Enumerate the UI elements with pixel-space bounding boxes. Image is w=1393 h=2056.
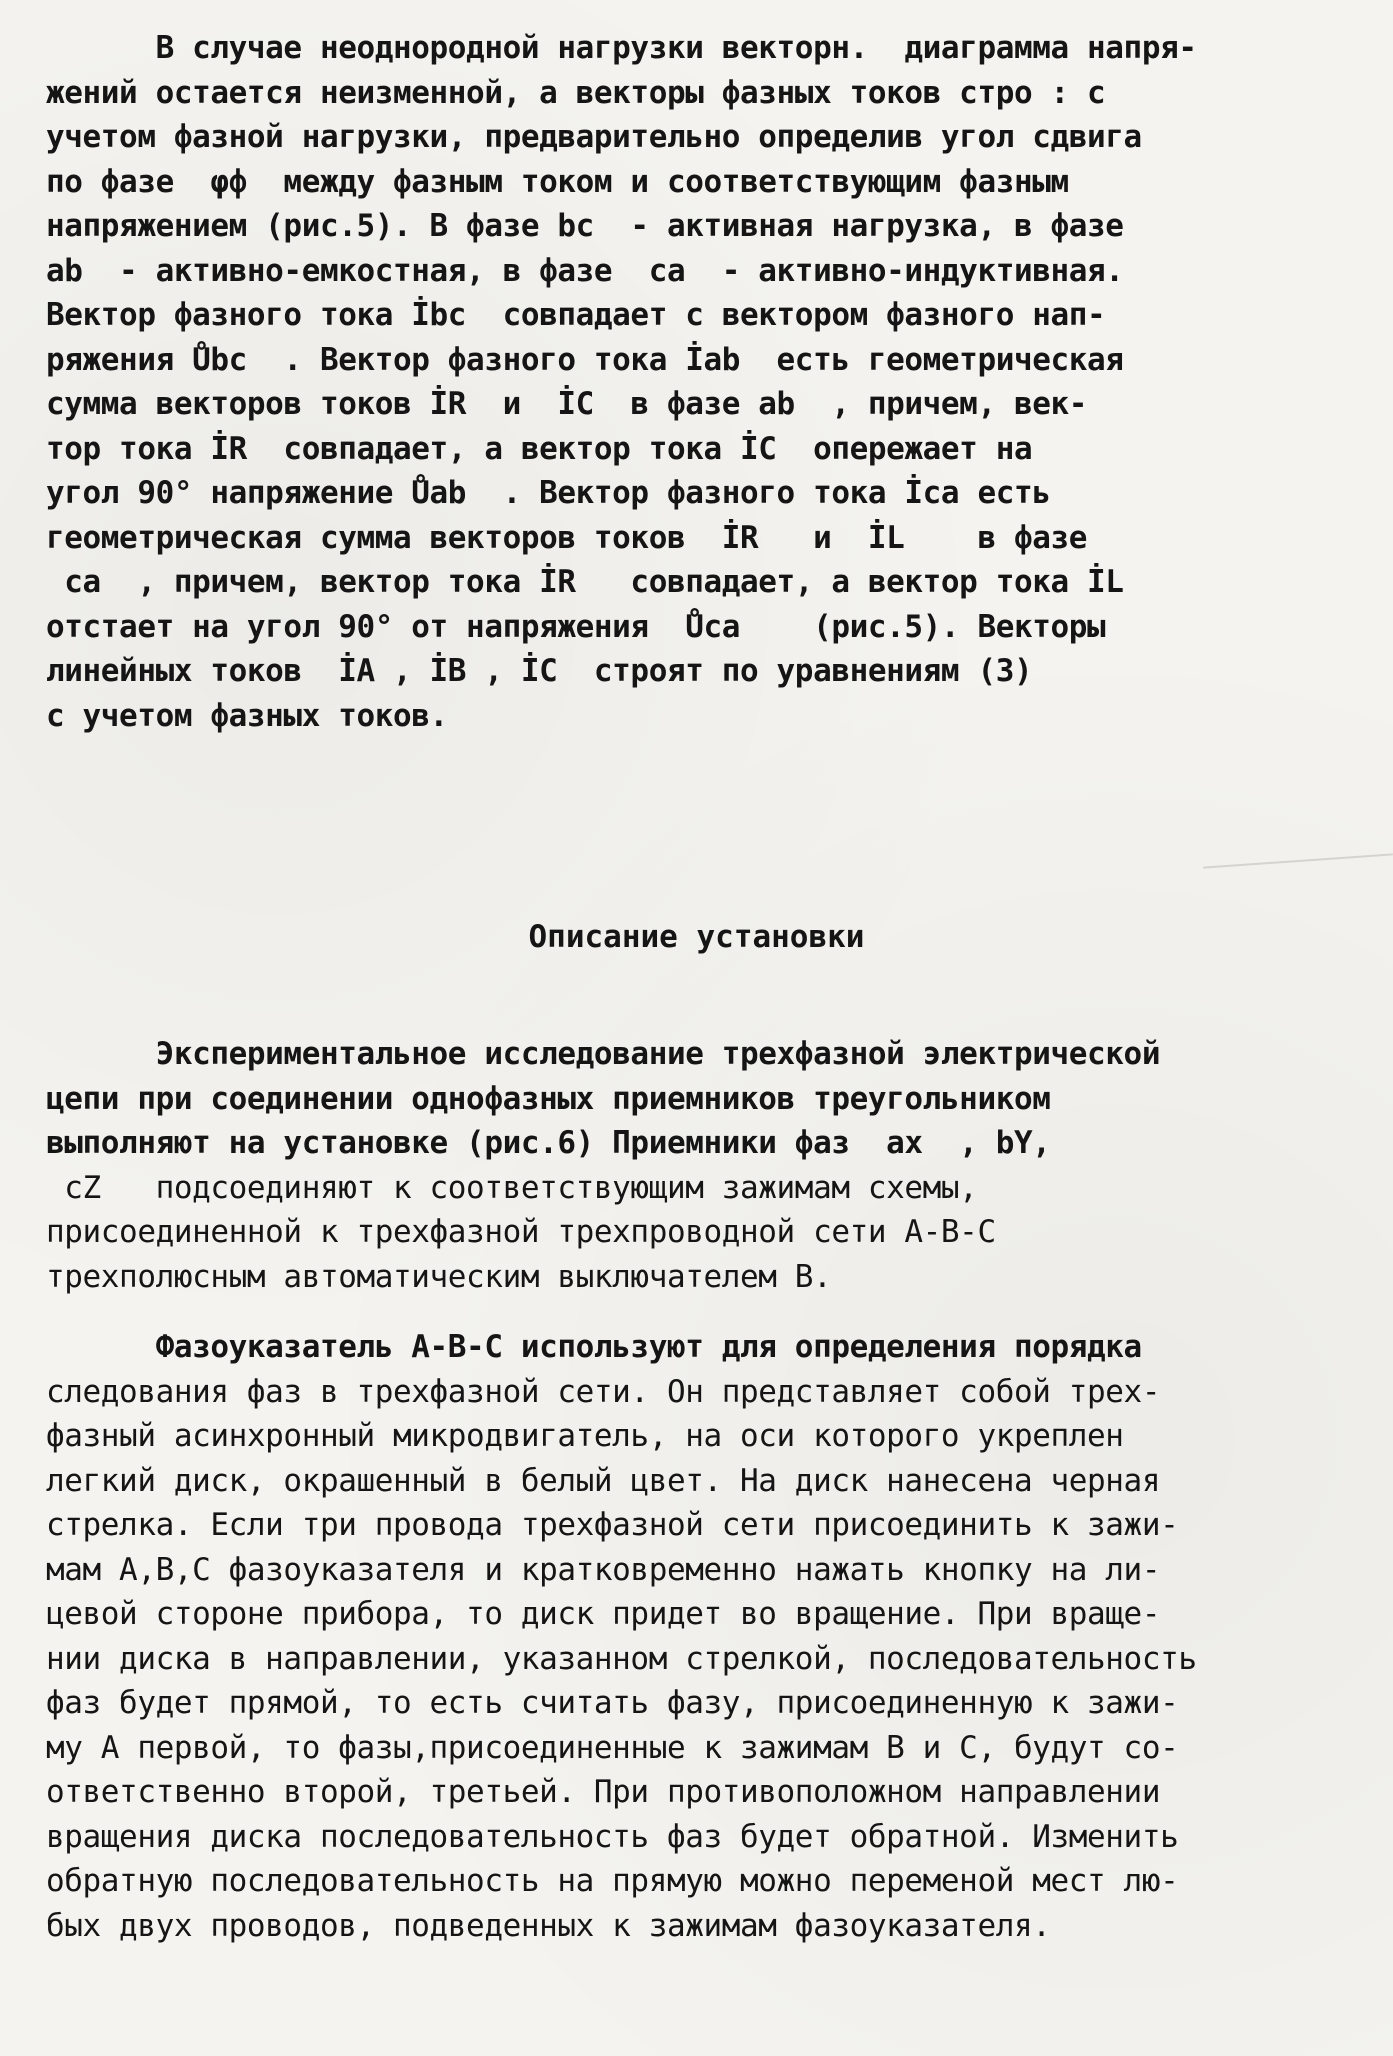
text-line: трехполюсным автоматическим выключателем B.: [46, 1258, 832, 1295]
pencil-mark: [1203, 853, 1393, 868]
text-line: фаз будет прямой, то есть считать фазу, присоединенную к зажи-: [46, 1685, 1179, 1721]
text-line: напряжением (рис.5). В фазе bc - активная нагрузка, в фазе: [46, 208, 1124, 244]
section-heading: Описание установки: [528, 919, 865, 955]
text-line: му А первой, то фазы,присоединенные к зажимам В и С, будут со-: [46, 1729, 1179, 1766]
text-line: ca , причем, вектор тока İR совпадает, а вектор тока İL: [46, 564, 1124, 600]
text-line: жений остается неизменной, а векторы фазных токов стро : с: [46, 74, 1106, 111]
text-line: В случае неоднородной нагрузки векторн. диаграмма напря-: [46, 30, 1197, 66]
paragraph-2: [46, 1032, 1366, 1299]
text-line: Экспериментальное исследование трехфазной электрической: [46, 1036, 1161, 1072]
text-line: ab - активно-емкостная, в фазе ca - активно-индуктивная.: [46, 252, 1124, 289]
text-line: с учетом фазных токов.: [46, 697, 448, 734]
text-line: цевой стороне прибора, то диск придет во вращение. При враще-: [46, 1596, 1161, 1632]
text-line: Вектор фазного тока İbc совпадает с вектором фазного нап-: [46, 297, 1106, 333]
text-line: бых двух проводов, подведенных к зажимам фазоуказателя.: [46, 1907, 1051, 1944]
text-line: cZ подсоединяют к соответствующим зажимам схемы,: [46, 1169, 978, 1206]
text-line: ряжения Ůbc . Вектор фазного тока İab есть геометрическая: [46, 341, 1124, 378]
text-line: ответственно второй, третьей. При противоположном направлении: [46, 1774, 1161, 1810]
text-line: мам А,В,С фазоуказателя и кратковременно нажать кнопку на ли-: [46, 1551, 1161, 1588]
text-line: учетом фазной нагрузки, предварительно определив угол сдвига: [46, 119, 1142, 155]
text-line: геометрическая сумма векторов токов İR и İL в фазе: [46, 519, 1088, 556]
text-line: отстает на угол 90° от напряжения Ůca (рис.5). Векторы: [46, 608, 1106, 645]
text-line: линейных токов İA , İB , İC строят по уравнениям (3): [46, 653, 1033, 689]
text-line: следования фаз в трехфазной сети. Он представляет собой трех-: [46, 1373, 1161, 1410]
text-line: выполняют на установке (рис.6) Приемники фаз ax , bY,: [46, 1125, 1051, 1161]
text-line: Фазоуказатель А-В-С используют для определения порядка: [46, 1329, 1142, 1365]
text-line: по фазе φф между фазным током и соответствующим фазным: [46, 163, 1069, 200]
paragraph-3: [46, 1325, 1366, 1948]
text-line: обратную последовательность на прямую можно переменой мест лю-: [46, 1863, 1179, 1899]
text-line: присоединенной к трехфазной трехпроводной сети A-B-C: [46, 1214, 996, 1250]
text-line: фазный асинхронный микродвигатель, на оси которого укреплен: [46, 1418, 1124, 1454]
text-line: сумма векторов токов İR и İC в фазе ab , причем, век-: [46, 386, 1088, 422]
text-line: тор тока İR совпадает, а вектор тока İC опережает на: [46, 430, 1033, 467]
text-line: угол 90° напряжение Ůab . Вектор фазного тока İca есть: [46, 475, 1051, 511]
text-line: стрелка. Если три провода трехфазной сети присоединить к зажи-: [46, 1507, 1179, 1543]
text-line: цепи при соединении однофазных приемников треугольником: [46, 1080, 1051, 1117]
text-line: вращения диска последовательность фаз будет обратной. Изменить: [46, 1818, 1179, 1855]
text-line: легкий диск, окрашенный в белый цвет. На диск нанесена черная: [46, 1462, 1161, 1499]
paragraph-1: [46, 26, 1366, 738]
text-line: нии диска в направлении, указанном стрелкой, последовательность: [46, 1640, 1197, 1677]
